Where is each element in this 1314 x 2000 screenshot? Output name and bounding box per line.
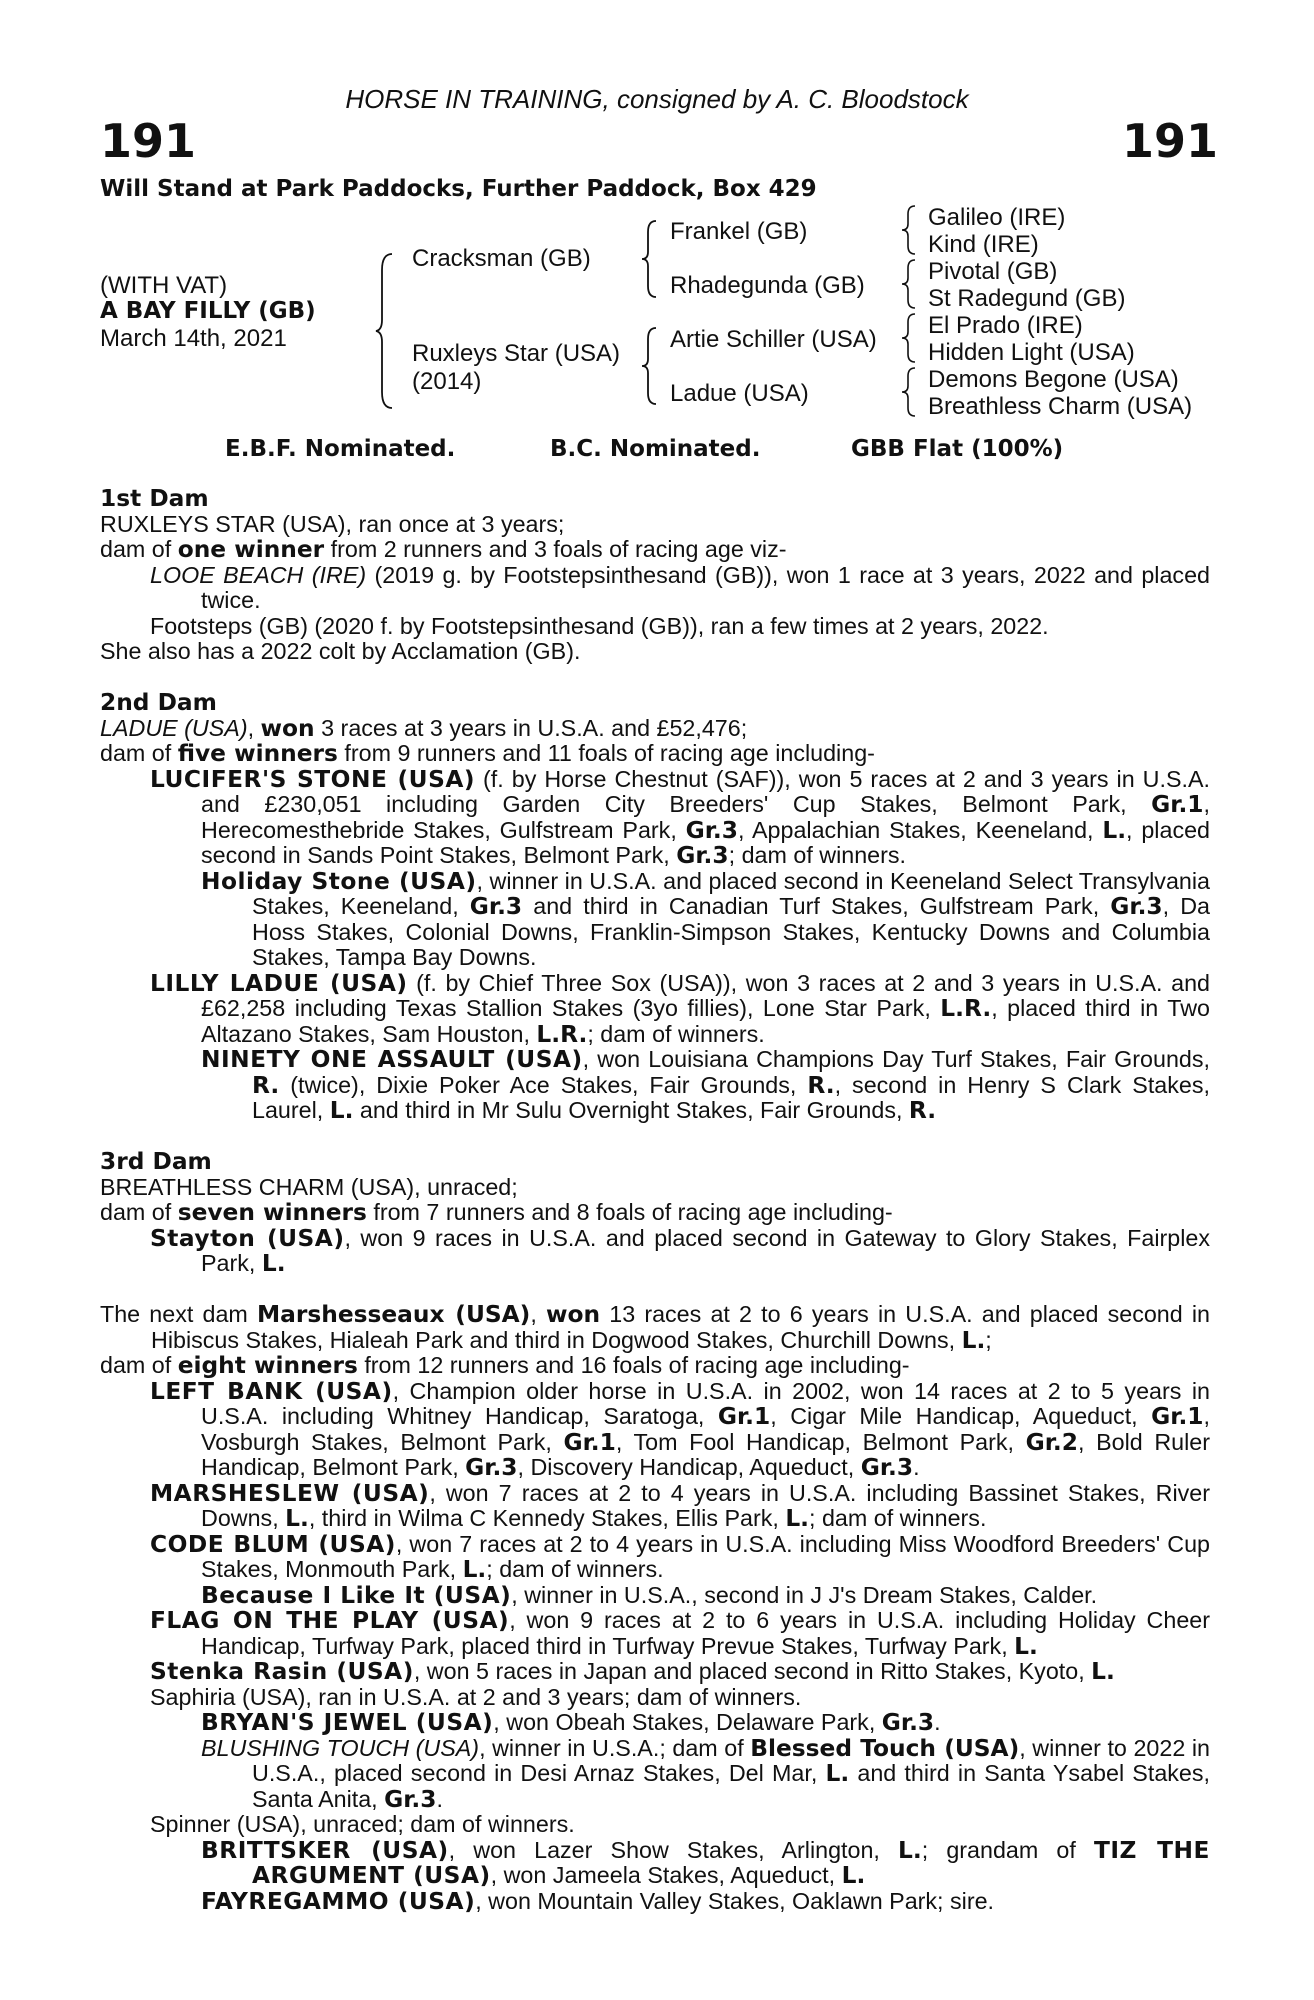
vat-note: (WITH VAT) — [100, 272, 228, 299]
produce-flag-on-the-play: FLAG ON THE PLAY (USA), won 9 races at 2 to 6 years in U.S.A. including Holiday Cheer Handicap, Turfway Park, placed third in Turfway Prevue Stakes, Turfway Park, L. — [150, 1607, 1210, 1660]
sire-dam: Rhadegunda (GB) — [670, 272, 865, 299]
gbb-nomination: GBB Flat (100%) — [851, 436, 1064, 462]
pedigree-brace-ss — [900, 204, 920, 256]
produce-because-i-like-it: Because I Like It (USA), winner in U.S.A., second in J J's Dream Stakes, Calder. — [201, 1581, 1098, 1609]
pedigree-brace-ds — [900, 312, 920, 364]
produce-stayton: Stayton (USA), won 9 races in U.S.A. and placed second in Gateway to Glory Stakes, Fairplex Park, L. — [150, 1224, 1210, 1277]
pedigree-brace-sire — [640, 218, 660, 300]
produce-marsheslew: MARSHESLEW (USA), won 7 races at 2 to 4 years in U.S.A. including Bassinet Stakes, River Downs, L., third in Wilma C Kennedy Stakes, Ellis Park, L.; dam of winners. — [150, 1479, 1210, 1532]
produce-blushing-touch: BLUSHING TOUCH (USA), winner in U.S.A.; dam of Blessed Touch (USA), winner to 2022 in U.S.A., placed second in Desi Arnaz Stakes, Del Mar, L. and third in Santa Ysabel Stakes, Santa Anita, Gr.3. — [201, 1734, 1210, 1813]
sire-sire: Frankel (GB) — [670, 218, 808, 245]
sire-dam-sire: Pivotal (GB) — [928, 258, 1058, 285]
dam-dam: Ladue (USA) — [670, 380, 809, 407]
fourth-dam-summary: dam of eight winners from 12 runners and 16 foals of racing age including- — [100, 1352, 910, 1379]
produce-footsteps: Footsteps (GB) (2020 f. by Footstepsinthesand (GB)), ran a few times at 2 years, 2022. — [150, 612, 1049, 639]
sire-sire-dam: Kind (IRE) — [928, 231, 1039, 258]
first-dam-line: RUXLEYS STAR (USA), ran once at 3 years; — [100, 510, 565, 537]
third-dam-line: BREATHLESS CHARM (USA), unraced; — [100, 1173, 518, 1200]
fourth-dam-line: The next dam Marshesseaux (USA), won 13 races at 2 to 6 years in U.S.A. and placed second in Hibiscus Stakes, Hialeah Park and third in Dogwood Stakes, Churchill Downs, L.; — [100, 1301, 1211, 1354]
dam-sire-sire: El Prado (IRE) — [928, 312, 1083, 339]
dam: Ruxleys Star (USA) — [412, 340, 621, 367]
second-dam-heading: 2nd Dam — [100, 689, 217, 716]
second-dam-summary: dam of five winners from 9 runners and 11 foals of racing age including- — [100, 740, 875, 767]
sire-sire-sire: Galileo (IRE) — [928, 204, 1066, 231]
produce-bryans-jewel: BRYAN'S JEWEL (USA), won Obeah Stakes, Delaware Park, Gr.3. — [201, 1709, 941, 1736]
produce-looe-beach: LOOE BEACH (IRE) (2019 g. by Footstepsinthesand (GB)), won 1 race at 3 years, 2022 and placed twice. — [150, 561, 1210, 613]
pedigree-brace-main — [374, 250, 396, 412]
catalogue-body — [100, 486, 1210, 1914]
produce-saphiria: Saphiria (USA), ran in U.S.A. at 2 and 3 years; dam of winners. — [150, 1683, 802, 1710]
produce-fayregammo: FAYREGAMMO (USA), won Mountain Valley Stakes, Oaklawn Park; sire. — [201, 1887, 995, 1915]
sire: Cracksman (GB) — [412, 245, 591, 272]
second-dam-line: LADUE (USA), won 3 races at 3 years in U.S.A. and £52,476; — [100, 714, 748, 742]
dam-sire: Artie Schiller (USA) — [670, 326, 877, 353]
catalogue-header: HORSE IN TRAINING, consigned by A. C. Bloodstock — [345, 84, 969, 114]
produce-2022-colt: She also has a 2022 colt by Acclamation (GB). — [100, 638, 581, 664]
third-dam-heading: 3rd Dam — [100, 1148, 212, 1175]
lot-number-left: 191 — [100, 114, 197, 168]
produce-brittsker: BRITTSKER (USA), won Lazer Show Stakes, Arlington, L.; grandam of TIZ THE ARGUMENT (USA), won Jameela Stakes, Aqueduct, L. — [201, 1836, 1210, 1889]
lot-number-right: 191 — [1122, 114, 1219, 168]
dam-dam-dam: Breathless Charm (USA) — [928, 393, 1193, 420]
horse-name: A BAY FILLY (GB) — [100, 298, 316, 324]
produce-stenka-rasin: Stenka Rasin (USA), won 5 races in Japan and placed second in Ritto Stakes, Kyoto, L. — [150, 1658, 1115, 1685]
foaling-date: March 14th, 2021 — [100, 325, 287, 352]
pedigree-brace-dd — [900, 366, 920, 418]
pedigree-brace-dam — [640, 325, 660, 407]
bc-nomination: B.C. Nominated. — [550, 436, 761, 462]
third-dam-summary: dam of seven winners from 7 runners and 8 foals of racing age including- — [100, 1199, 893, 1226]
produce-code-blum: CODE BLUM (USA), won 7 races at 2 to 4 years in U.S.A. including Miss Woodford Breeders' Cup Stakes, Monmouth Park, L.; dam of winners. — [150, 1530, 1210, 1583]
produce-spinner: Spinner (USA), unraced; dam of winners. — [150, 1811, 575, 1837]
produce-left-bank: LEFT BANK (USA), Champion older horse in U.S.A. in 2002, won 14 races at 2 to 5 years in U.S.A. including Whitney Handicap, Saratoga, Gr.1, Cigar Mile Handicap, Aqueduct, Gr.1, Vosburgh Stakes, Belmont Park, Gr.1, Tom Fool Handicap, Belmont Park, Gr.2, Bold Ruler Handicap, Belmont Park, Gr.3, Discovery Handicap, Aqueduct, Gr.3. — [150, 1377, 1211, 1481]
ebf-nomination: E.B.F. Nominated. — [225, 436, 456, 462]
produce-lucifers-stone: LUCIFER'S STONE (USA) (f. by Horse Chestnut (SAF)), won 5 races at 2 and 3 years in U.S.A. and £230,051 including Garden City Breeders' Cup Stakes, Belmont Park, Gr.1, Herecomesthebride Stakes, Gulfstream Park, Gr.3, Appalachian Stakes, Keeneland, L., placed second in Sands Point Stakes, Belmont Park, Gr.3; dam of winners. — [150, 765, 1211, 869]
sire-dam-dam: St Radegund (GB) — [928, 285, 1126, 312]
produce-ninety-one-assault: NINETY ONE ASSAULT (USA), won Louisiana Champions Day Turf Stakes, Fair Grounds, R. (twice), Dixie Poker Ace Stakes, Fair Grounds, R., second in Henry S Clark Stakes, Laurel, L. and third in Mr Sulu Overnight Stakes, Fair Grounds, R. — [201, 1046, 1210, 1124]
dam-year: (2014) — [412, 368, 482, 395]
dam-dam-sire: Demons Begone (USA) — [928, 366, 1179, 393]
pedigree-brace-sd — [900, 258, 920, 310]
stand-location: Will Stand at Park Paddocks, Further Paddock, Box 429 — [100, 176, 817, 202]
nominations — [0, 436, 1314, 466]
first-dam-summary: dam of one winner from 2 runners and 3 foals of racing age viz- — [100, 536, 787, 563]
produce-lilly-ladue: LILLY LADUE (USA) (f. by Chief Three Sox (USA)), won 3 races at 2 and 3 years in U.S.A. and £62,258 including Texas Stallion Stakes (3yo fillies), Lone Star Park, L.R., placed third in Two Altazano Stakes, Sam Houston, L.R.; dam of winners. — [150, 969, 1211, 1048]
produce-holiday-stone: Holiday Stone (USA), winner in U.S.A. and placed second in Keeneland Select Transylvania Stakes, Keeneland, Gr.3 and third in Canadian Turf Stakes, Gulfstream Park, Gr.3, Da Hoss Stakes, Colonial Downs, Franklin-Simpson Stakes, Kentucky Downs and Columbia Stakes, Tampa Bay Downs. — [201, 867, 1211, 970]
first-dam-heading: 1st Dam — [100, 485, 209, 512]
dam-sire-dam: Hidden Light (USA) — [928, 339, 1135, 366]
